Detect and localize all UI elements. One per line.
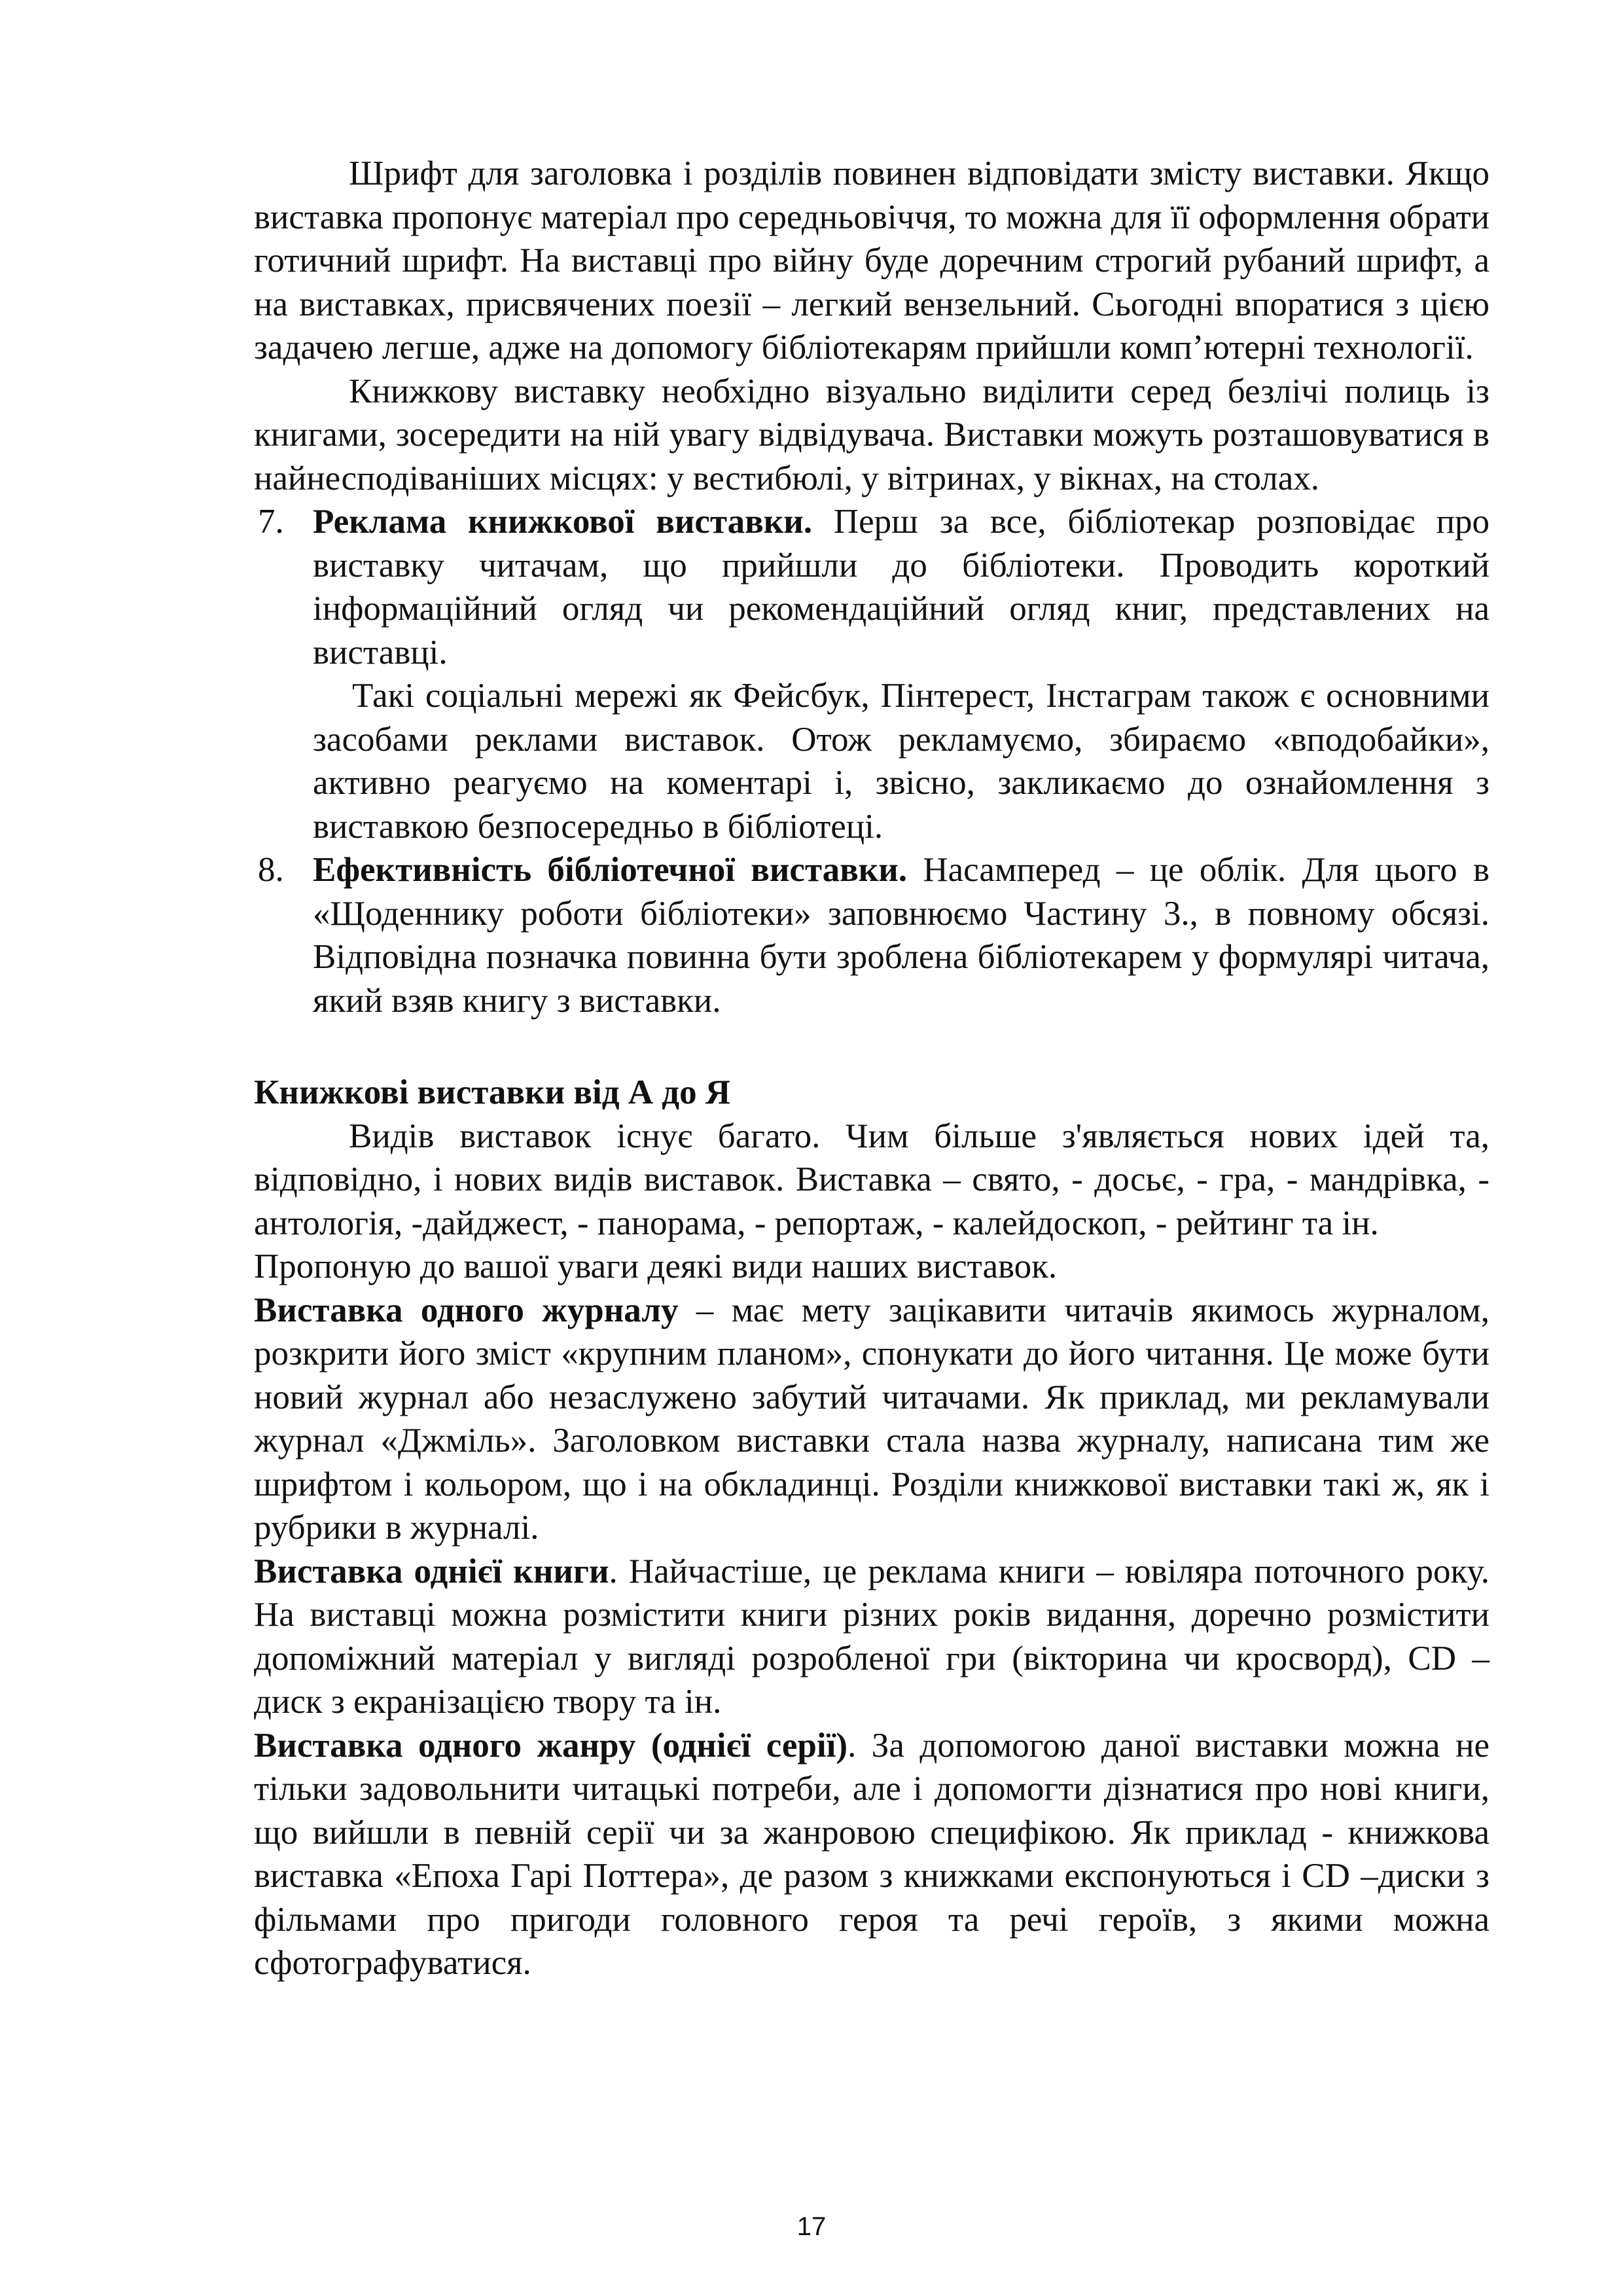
entry-text: . За допомогою даної виставки можна не тільки задовольнити читацькі потреби, але і допомогти дізнатися про нові книги, що вийшли в певній серії чи за жанровою специфікою. Як приклад - книжкова виставка «Епоха Гарі Поттера», де разом з книжками експонуються і CD –диски з фільмами про пригоди головного героя та речі героїв, з якими можна сфотографуватися. xyxy=(254,1726,1490,1982)
section-spacer xyxy=(254,1022,1489,1071)
paragraph-fonts: Шрифт для заголовка і розділів повинен відповідати змісту виставки. Якщо виставка пропонує матеріал про середньовіччя, то можна для її оформлення обрати готичний шрифт. На виставці про війну буде доречним строгий рубаний шрифт, а на виставках, присвячених поезії – легкий вензельний. Сьогодні впоратися з цією задачею легше, адже на допомогу бібліотекарям прийшли комп’ютерні технології. xyxy=(254,154,1489,367)
entry-term: Виставка одного журналу xyxy=(254,1291,679,1329)
list-item-8 xyxy=(254,848,1489,1022)
page-content xyxy=(254,152,1489,1985)
entry-text: . Найчастіше, це реклама книги – ювіляра поточного року. На виставці можна розмістити книги різних років видання, доречно розмістити допоміжний матеріал у вигляді розробленої гри (вікторина чи кросворд), CD – диск з екранізацією твору та ін. xyxy=(254,1552,1489,1721)
section-heading: Книжкові виставки від А до Я xyxy=(254,1073,731,1111)
entry-single-book xyxy=(254,1550,1489,1724)
list-item-title: Реклама книжкової виставки. xyxy=(313,503,813,541)
paragraph-placement: Книжкову виставку необхідно візуально виділити серед безлічі полиць із книгами, зосередити на ній увагу відвідувача. Виставки можуть розташовуватися в найнесподіваніших місцях: у вестибюлі, у вітринах, у вікнах, на столах. xyxy=(254,372,1489,497)
list-item-7-subparagraph: Такі соціальні мережі як Фейсбук, Пінтерест, Інстаграм також є основними засобами реклами виставок. Отож рекламуємо, збираємо «вподобайки», активно реагуємо на коментарі і, звісно, закликаємо до ознайомлення з виставкою безпосередньо в бібліотеці. xyxy=(313,677,1489,846)
list-item-title: Ефективність бібліотечної виставки. xyxy=(313,851,908,889)
section-lead: Пропоную до вашої уваги деякі види наших виставок. xyxy=(254,1247,1058,1285)
section-intro: Видів виставок існує багато. Чим більше з'являється нових ідей та, відповідно, і нових видів виставок. Виставка – свято, - досьє, - гра, - мандрівка, - антологія, -дайджест, - панорама, - репортаж, - калейдоскоп, - рейтинг та ін. xyxy=(254,1117,1489,1242)
entry-single-genre xyxy=(254,1724,1489,1985)
list-item-7 xyxy=(254,500,1489,674)
list-number: 7. xyxy=(258,503,284,541)
list-item-text: Насамперед – це облік. Для цього в «Щоденнику роботи бібліотеки» заповнюємо Частину 3., в повному обсязі. Відповідна позначка повинна бути зроблена бібліотекарем у формулярі читача, який взяв книгу з виставки. xyxy=(313,851,1489,1020)
entry-single-magazine xyxy=(254,1289,1489,1550)
entry-text: – має мету зацікавити читачів якимось журналом, розкрити його зміст «крупним планом», спонукати до його читання. Це може бути новий журнал або незаслужено забутий читачами. Як приклад, ми рекламували журнал «Джміль». Заголовком виставки стала назва журналу, написана тим же шрифтом і кольором, що і на обкладинці. Розділи книжкової виставки такі ж, як і рубрики в журналі. xyxy=(254,1291,1489,1547)
list-number: 8. xyxy=(258,851,284,889)
entry-term: Виставка однієї книги xyxy=(254,1552,609,1590)
page-number: 17 xyxy=(796,2212,827,2241)
entry-term: Виставка одного жанру (однієї серії) xyxy=(254,1726,848,1765)
list-item-text: Перш за все, бібліотекар розповідає про виставку читачам, що прийшли до бібліотеки. Проводить короткий інформаційний огляд чи рекомендаційний огляд книг, представлених на виставці. xyxy=(313,503,1489,672)
